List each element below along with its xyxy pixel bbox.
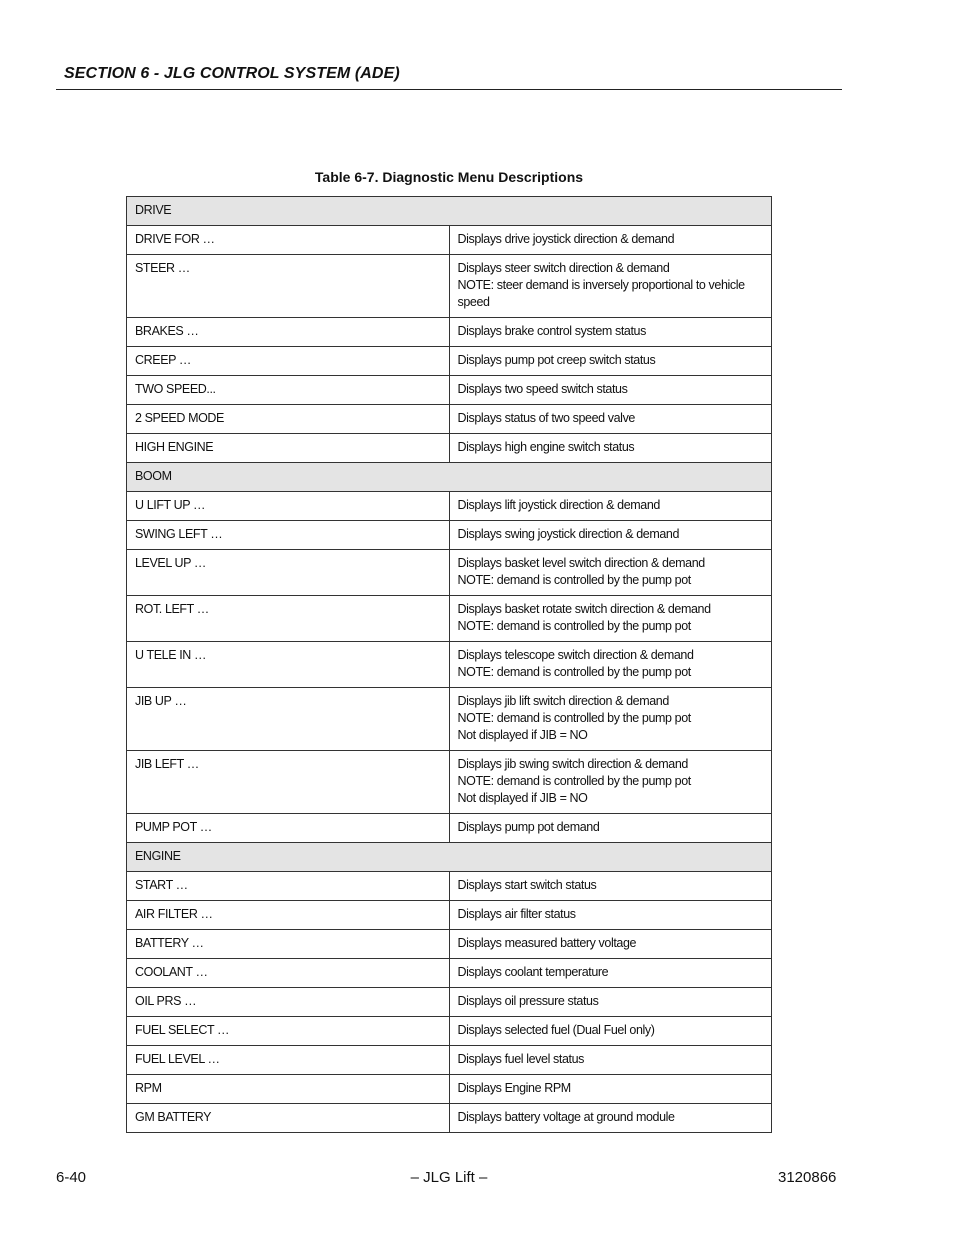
footer-publisher: – JLG Lift – [410,1169,488,1186]
menu-item-name: DRIVE FOR … [127,226,450,255]
menu-item-name: 2 SPEED MODE [127,405,450,434]
description-line: Displays measured battery voltage [457,936,637,950]
menu-item-description [449,226,772,255]
section-heading: DRIVE [127,197,772,226]
menu-item-description [449,318,772,347]
description-line: NOTE: demand is controlled by the pump pot [457,619,691,633]
description-line: Displays two speed switch status [457,382,628,396]
menu-item-description [449,988,772,1017]
menu-item-description [449,347,772,376]
description-line: Displays jib swing switch direction & demand [457,757,688,771]
menu-item-name: AIR FILTER … [127,901,450,930]
description-line: Displays high engine switch status [457,440,635,454]
description-line: Displays start switch status [457,878,597,892]
menu-item-description [449,1075,772,1104]
description-line: Displays battery voltage at ground module [457,1110,675,1124]
description-line: Displays pump pot creep switch status [457,353,656,367]
menu-item-description [449,930,772,959]
menu-item-description [449,492,772,521]
table-row [127,255,772,318]
menu-item-description [449,1046,772,1075]
menu-item-description [449,434,772,463]
menu-item-name: RPM [127,1075,450,1104]
menu-item-description [449,901,772,930]
menu-item-name: COOLANT … [127,959,450,988]
description-line: Displays Engine RPM [457,1081,571,1095]
menu-item-name: BATTERY … [127,930,450,959]
table-row [127,405,772,434]
description-line: Displays swing joystick direction & demand [457,527,679,541]
menu-item-description [449,751,772,814]
menu-item-description [449,872,772,901]
menu-item-name: JIB LEFT … [127,751,450,814]
document-number: 3120866 [778,1169,837,1186]
table-row [127,1017,772,1046]
menu-item-name: ROT. LEFT … [127,596,450,642]
description-line: Displays selected fuel (Dual Fuel only) [457,1023,655,1037]
menu-item-description [449,1017,772,1046]
table-row [127,376,772,405]
description-line: Displays brake control system status [457,324,646,338]
table-row [127,1104,772,1133]
table-row [127,688,772,751]
description-line: Displays drive joystick direction & demand [457,232,675,246]
menu-item-name: U TELE IN … [127,642,450,688]
table-section-row [127,463,772,492]
description-line: Displays lift joystick direction & demand [457,498,660,512]
table-body [127,197,772,1133]
menu-item-name: PUMP POT … [127,814,450,843]
menu-item-name: CREEP … [127,347,450,376]
table-row [127,814,772,843]
menu-item-name: OIL PRS … [127,988,450,1017]
table-row [127,930,772,959]
menu-item-name: U LIFT UP … [127,492,450,521]
table-caption: Table 6-7. Diagnostic Menu Descriptions [314,169,584,185]
menu-item-description [449,1104,772,1133]
table-section-row [127,843,772,872]
table-row [127,550,772,596]
description-line: Not displayed if JIB = NO [457,728,588,742]
description-line: Displays basket level switch direction & demand [457,556,705,570]
menu-item-description [449,550,772,596]
description-line: NOTE: demand is controlled by the pump pot [457,665,691,679]
menu-item-name: JIB UP … [127,688,450,751]
table-row [127,901,772,930]
description-line: Displays jib lift switch direction & demand [457,694,669,708]
description-line: Displays pump pot demand [457,820,600,834]
table-row [127,434,772,463]
description-line: Displays coolant temperature [457,965,609,979]
menu-item-name: HIGH ENGINE [127,434,450,463]
table-row [127,492,772,521]
description-line: Not displayed if JIB = NO [457,791,588,805]
description-line: Displays air filter status [457,907,576,921]
section-heading: ENGINE [127,843,772,872]
menu-item-description [449,255,772,318]
table-row [127,226,772,255]
menu-item-name: START … [127,872,450,901]
menu-item-description [449,596,772,642]
menu-item-name: TWO SPEED... [127,376,450,405]
menu-item-description [449,688,772,751]
menu-item-name: LEVEL UP … [127,550,450,596]
table-row [127,596,772,642]
header-divider [56,89,842,90]
menu-item-name: FUEL SELECT … [127,1017,450,1046]
description-line: Displays status of two speed valve [457,411,635,425]
menu-item-name: BRAKES … [127,318,450,347]
description-line: Displays telescope switch direction & demand [457,648,694,662]
table-row [127,642,772,688]
table-row [127,751,772,814]
description-line: Displays oil pressure status [457,994,599,1008]
description-line: NOTE: steer demand is inversely proportional to vehicle speed [457,278,745,309]
section-title: SECTION 6 - JLG CONTROL SYSTEM (ADE) [64,65,400,82]
table-row [127,318,772,347]
menu-item-description [449,521,772,550]
menu-item-description [449,642,772,688]
page-number: 6-40 [56,1169,87,1186]
table-row [127,347,772,376]
menu-item-name: SWING LEFT … [127,521,450,550]
menu-item-name: STEER … [127,255,450,318]
description-line: Displays fuel level status [457,1052,584,1066]
description-line: Displays steer switch direction & demand [457,261,670,275]
section-heading: BOOM [127,463,772,492]
menu-item-description [449,405,772,434]
table-row [127,521,772,550]
description-line: Displays basket rotate switch direction & demand [457,602,711,616]
table-row [127,959,772,988]
table-row [127,1046,772,1075]
menu-item-description [449,959,772,988]
table-row [127,1075,772,1104]
table-row [127,872,772,901]
description-line: NOTE: demand is controlled by the pump pot [457,711,691,725]
menu-item-description [449,376,772,405]
diagnostic-menu-table [126,196,772,1133]
menu-item-description [449,814,772,843]
menu-item-name: GM BATTERY [127,1104,450,1133]
description-line: NOTE: demand is controlled by the pump pot [457,573,691,587]
description-line: NOTE: demand is controlled by the pump pot [457,774,691,788]
table-section-row [127,197,772,226]
menu-item-name: FUEL LEVEL … [127,1046,450,1075]
table-row [127,988,772,1017]
